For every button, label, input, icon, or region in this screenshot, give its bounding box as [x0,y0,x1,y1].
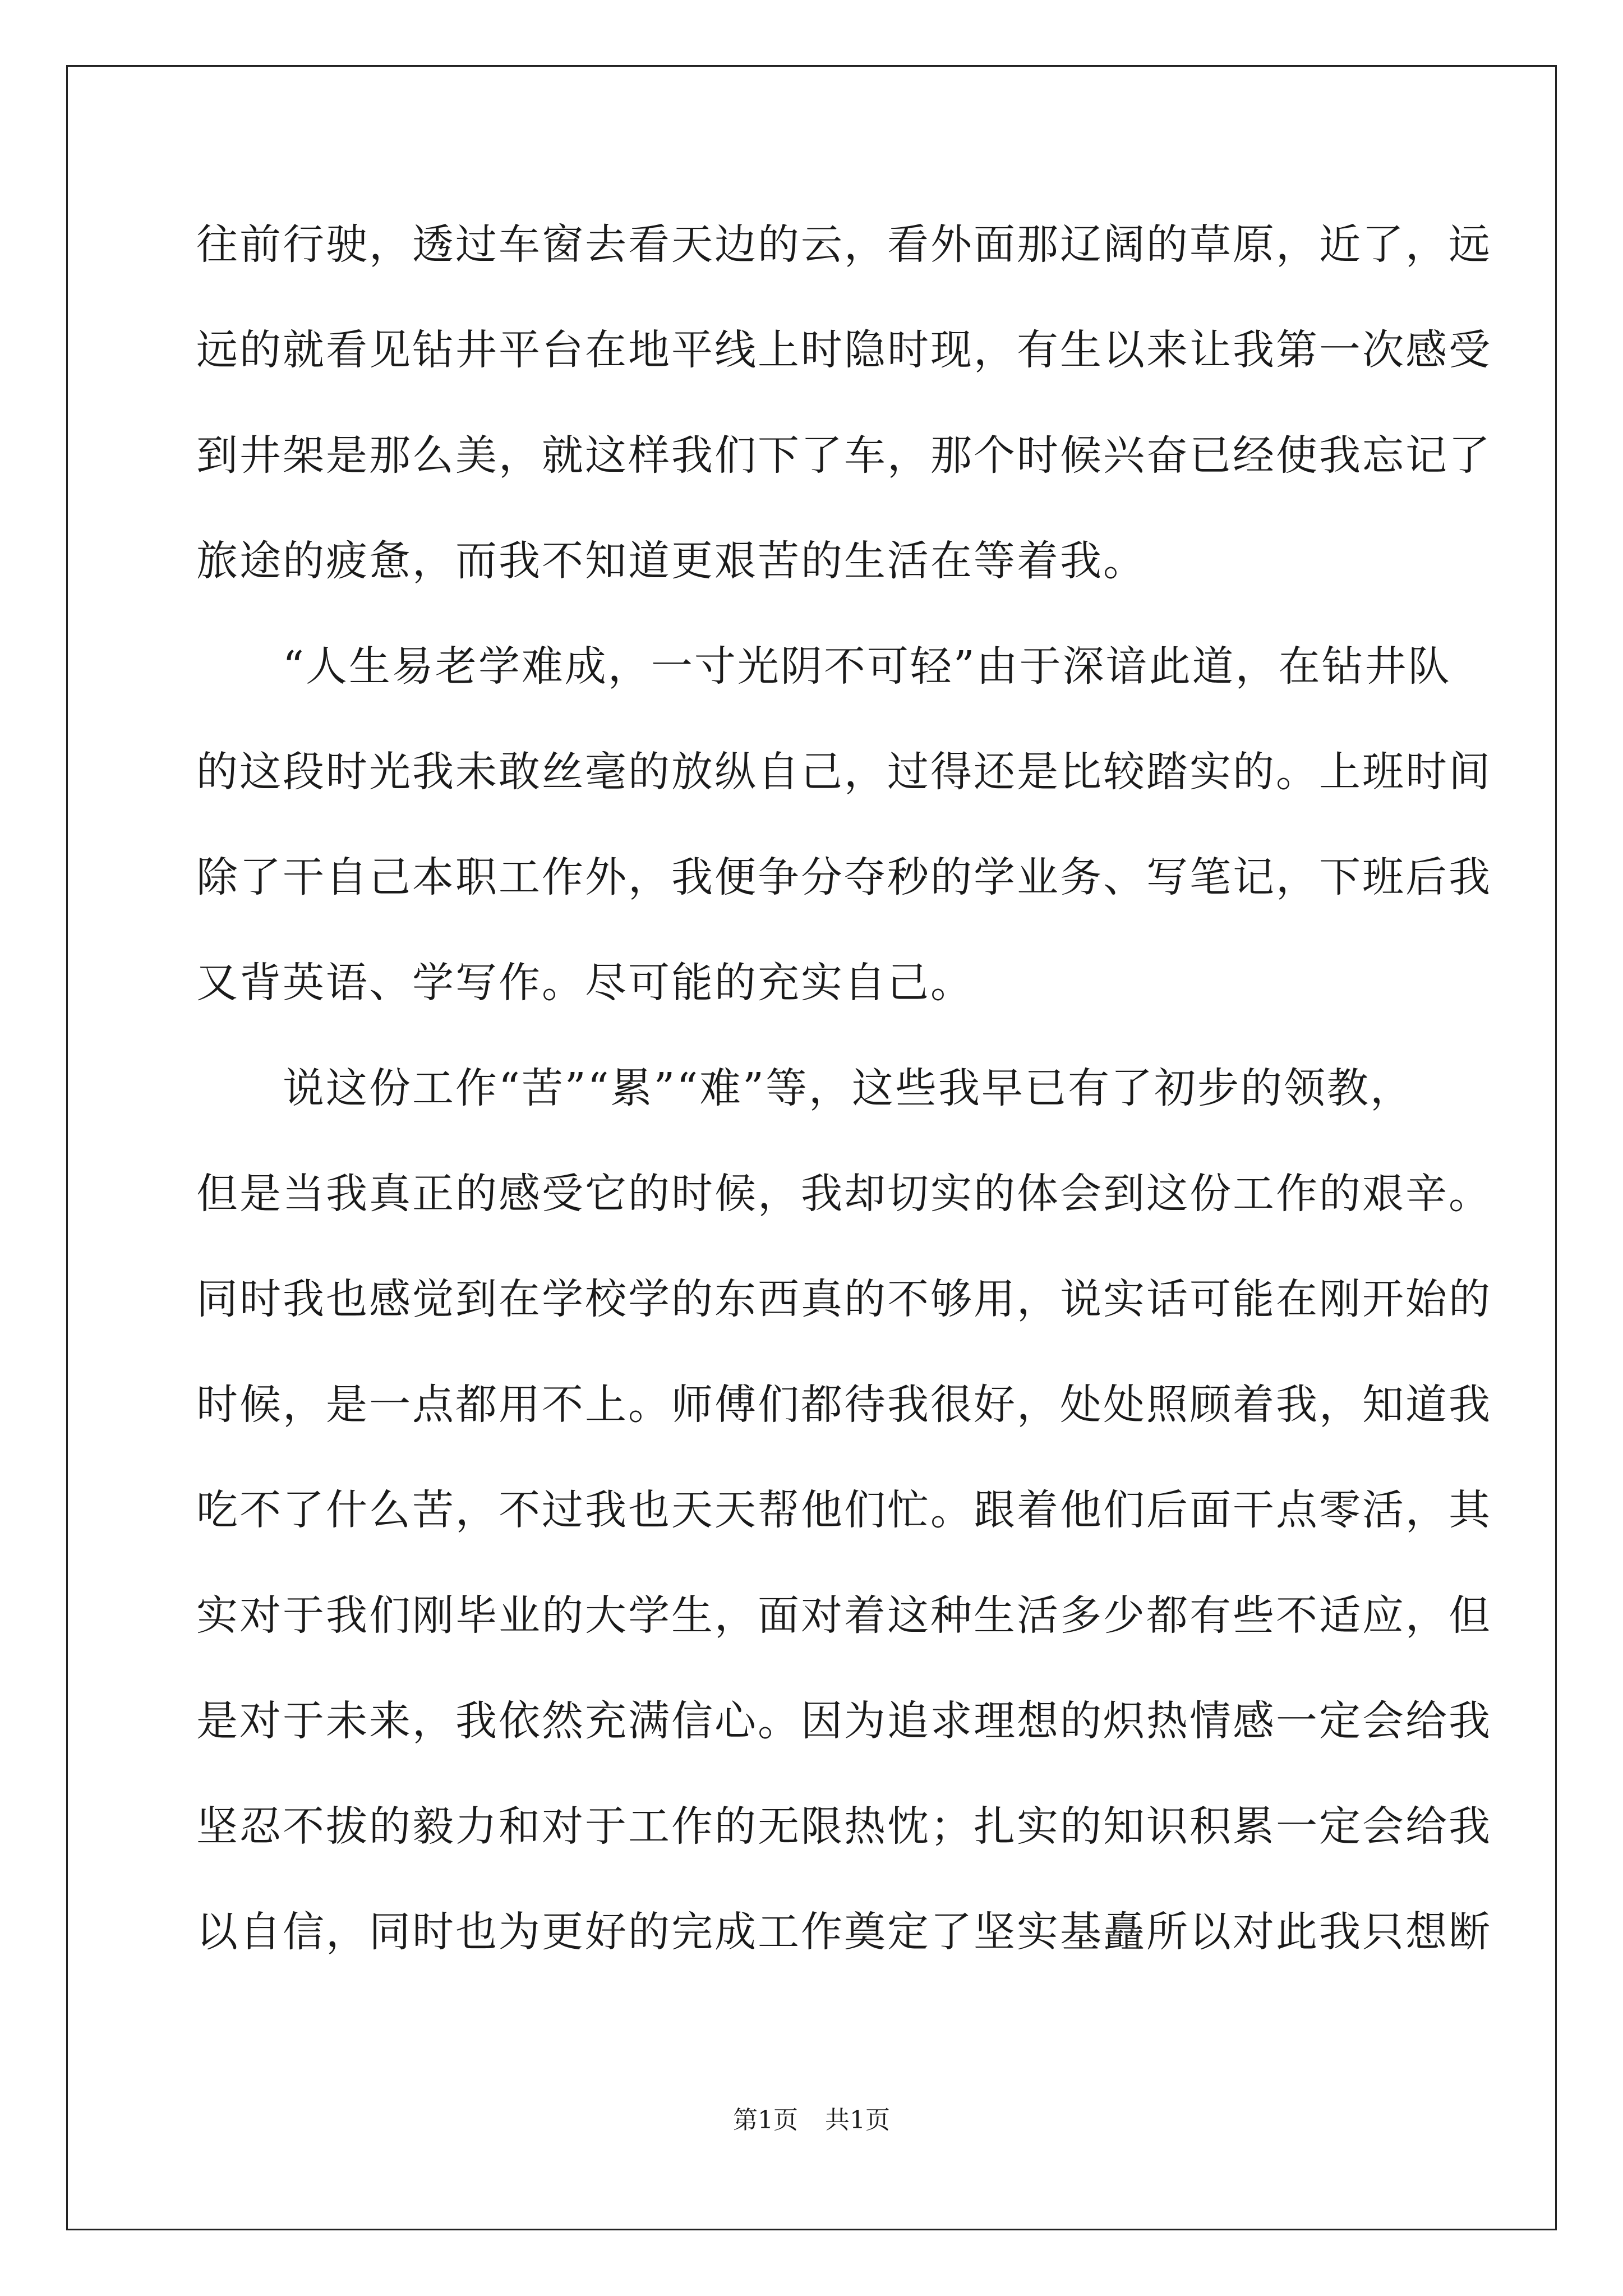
text-line: 时候，是一点都用不上。师傅们都待我很好，处处照顾着我，知道我 [196,1381,1492,1429]
text-line: 以自信，同时也为更好的完成工作奠定了坚实基矗所以对此我只想断 [196,1908,1492,1956]
text-line: 远的就看见钻井平台在地平线上时隐时现，有生以来让我第一次感受 [196,326,1492,374]
text-line: 坚忍不拔的毅力和对于工作的无限热忱；扎实的知识积累一定会给我 [196,1802,1492,1851]
text-line: 到井架是那么美，就这样我们下了车，那个时候兴奋已经使我忘记了 [196,431,1492,480]
text-line: 旅途的疲惫，而我不知道更艰苦的生活在等着我。 [196,537,1146,585]
text-line: 除了干自己本职工作外，我便争分夺秒的学业务、写笔记，下班后我 [196,853,1492,901]
document-body [196,219,1492,2012]
page-footer [0,2104,1623,2137]
text-line: 往前行驶，透过车窗去看天边的云，看外面那辽阔的草原，近了，远 [196,220,1492,269]
text-line: 是对于未来，我依然充满信心。因为追求理想的炽热情感一定会给我 [196,1697,1492,1745]
text-line: 说这份工作“苦”“累”“难”等，这些我早已有了初步的领教， [196,1064,1413,1112]
page-total: 共1页 [825,2106,890,2134]
text-line: 的这段时光我未敢丝毫的放纵自己，过得还是比较踏实的。上班时间 [196,748,1492,796]
text-line: 实对于我们刚毕业的大学生，面对着这种生活多少都有些不适应，但 [196,1591,1492,1640]
text-line: 同时我也感觉到在学校学的东西真的不够用，说实话可能在刚开始的 [196,1275,1492,1323]
text-line: “人生易老学难成，一寸光阴不可轻”由于深谙此道，在钻井队 [196,642,1451,691]
text-line: 又背英语、学写作。尽可能的充实自己。 [196,959,974,1007]
text-line: 吃不了什么苦，不过我也天天帮他们忙。跟着他们后面干点零活，其 [196,1486,1492,1534]
page-number: 第1页 [733,2106,798,2134]
text-line: 但是当我真正的感受它的时候，我却切实的体会到这份工作的艰辛。 [196,1170,1492,1218]
